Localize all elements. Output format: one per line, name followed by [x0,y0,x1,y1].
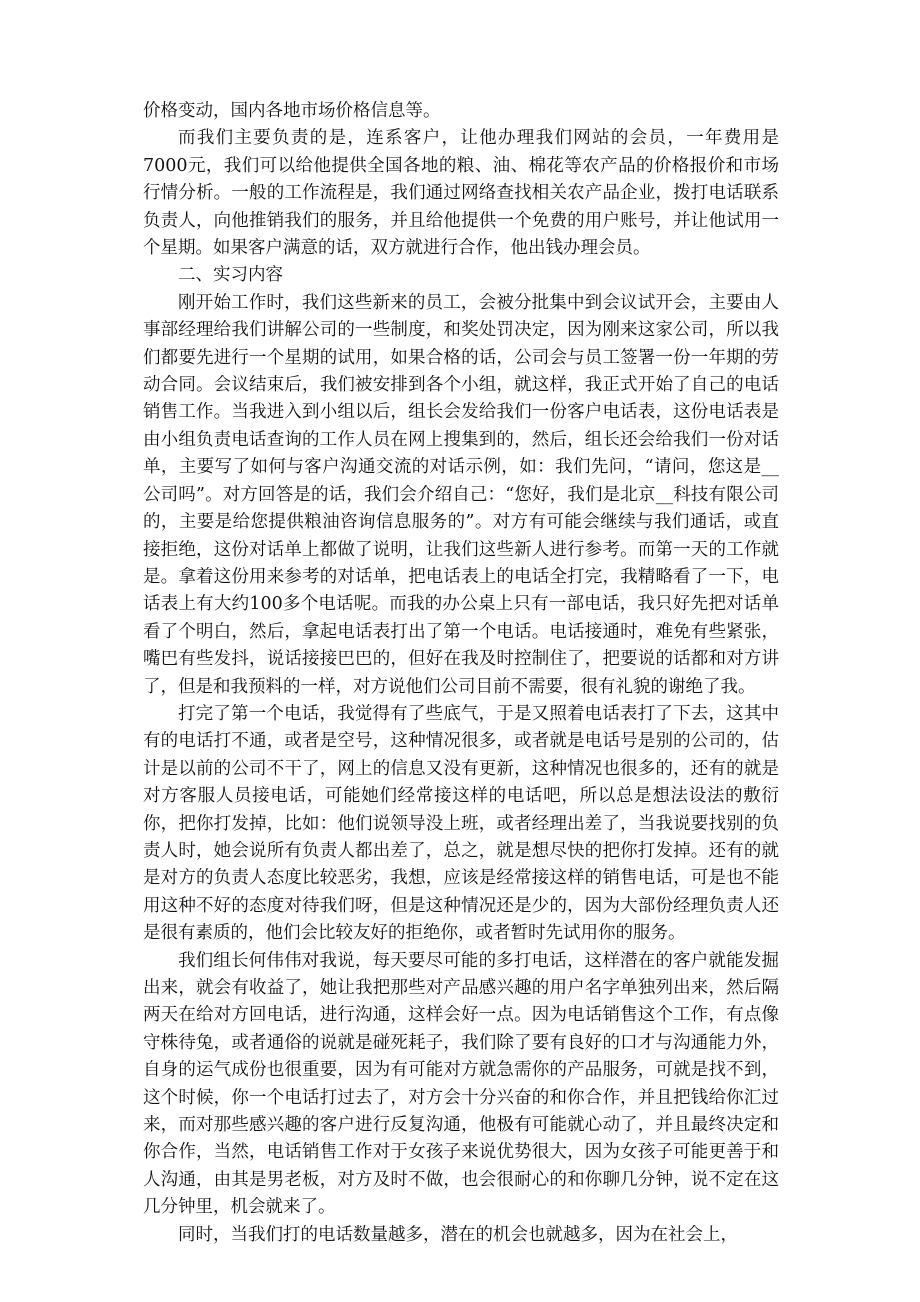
paragraph-continuation: 价格变动，国内各地市场价格信息等。 [143,101,441,121]
paragraph-more-calls: 同时，当我们打的电话数量越多，潜在的机会也就越多，因为在社会上， [178,1224,738,1245]
document-page [143,98,779,1249]
section-heading-internship-content: 二、实习内容 [178,265,283,286]
paragraph-first-day: 刚开始工作时，我们这些新来的员工，会被分批集中到会议试开会，主要由人事部经理给我们讲解公司的一些制度，和奖处罚决定，因为刚来这家公司，所以我们都要先进行一个星期的试用，如果合格的话，公司会与员工签署一份一年期的劳动合同。会议结束后，我们被安排到各个小组，就这样，我正式开始了自己的电话销售工作。当我进入到小组以后，组长会发给我们一份客户电话表，这份电话表是由小组负责电话查询的工作人员在网上搜集到的，然后，组长还会给我们一份对话单，主要写了如何与客户沟通交流的对话示例，如：我们先问，“请问，您这是__公司吗”。对方回答是的话，我们会介绍自己：“您好，我们是北京__科技有限公司的，主要是给您提供粮油咨询信息服务的”。对方有可能会继续与我们通话，或直接拒绝，这份对话单上都做了说明，让我们这些新人进行参考。而第一天的工作就是。拿着这份用来参考的对话单，把电话表上的电话全打完，我精略看了一下，电话表上有大约100多个电话呢。而我的办公桌上只有一部电话，我只好先把对话单看了个明白，然后，拿起电话表打出了第一个电话。电话接通时，难免有些紧张，嘴巴有些发抖，说话接接巴巴的，但好在我及时控制住了，把要说的话都和对方讲了，但是和我预料的一样，对方说他们公司目前不需要，很有礼貌的谢绝了我。 [143,292,779,697]
paragraph-after-first-call: 打完了第一个电话，我觉得有了些底气，于是又照着电话表打了下去，这其中有的电话打不通，或者是空号，这种情况很多，或者就是电话号是别的公司的，估计是以前的公司不干了，网上的信息又没有更新，这种情况也很多的，还有的就是对方客服人员接电话，可能她们经常接这样的电话吧，所以总是想法设法的敷衍你，把你打发掉，比如：他们说领导没上班，或者经理出差了，当我说要找别的负责人时，她会说所有负责人都出差了，总之，就是想尽快的把你打发掉。还有的就是对方的负责人态度比较恶劣，我想，应该是经常接这样的销售电话，可是也不能用这种不好的态度对待我们呀，但是这种情况还是少的，因为大部份经理负责人还是很有素质的，他们会比较友好的拒绝你，或者暂时先试用你的服务。 [143,703,779,944]
paragraph-job-responsibility: 而我们主要负责的是，连系客户，让他办理我们网站的会员，一年费用是7000元，我们可以给他提供全国各地的粮、油、棉花等农产品的价格报价和市场行情分析。一般的工作流程是，我们通过网络查找相关农产品企业，拨打电话联系负责人，向他推销我们的服务，并且给他提供一个免费的用户账号，并让他试用一个星期。如果客户满意的话，双方就进行合作，他出钱办理会员。 [143,128,779,259]
paragraph-team-leader-advice: 我们组长何伟伟对我说，每天要尽可能的多打电话，这样潜在的客户就能发掘出来，就会有收益了，她让我把那些对产品感兴趣的用户名字单独列出来，然后隔两天在给对方回电话，进行沟通，这样会好一点。因为电话销售这个工作，有点像守株待兔，或者通俗的说就是碰死耗子，我们除了要有良好的口才与沟通能力外，自身的运气成份也很重要，因为有可能对方就急需你的产品服务，可就是找不到，这个时候，你一个电话打过去了，对方会十分兴奋的和你合作，并且把钱给你汇过来，而对那些感兴趣的客户进行反复沟通，他极有可能就心动了，并且最终决定和你合作，当然，电话销售工作对于女孩子来说优势很大，因为女孩子可能更善于和人沟通，由其是男老板，对方及时不做，也会很耐心的和你聊几分钟，说不定在这几分钟里，机会就来了。 [143,950,779,1218]
